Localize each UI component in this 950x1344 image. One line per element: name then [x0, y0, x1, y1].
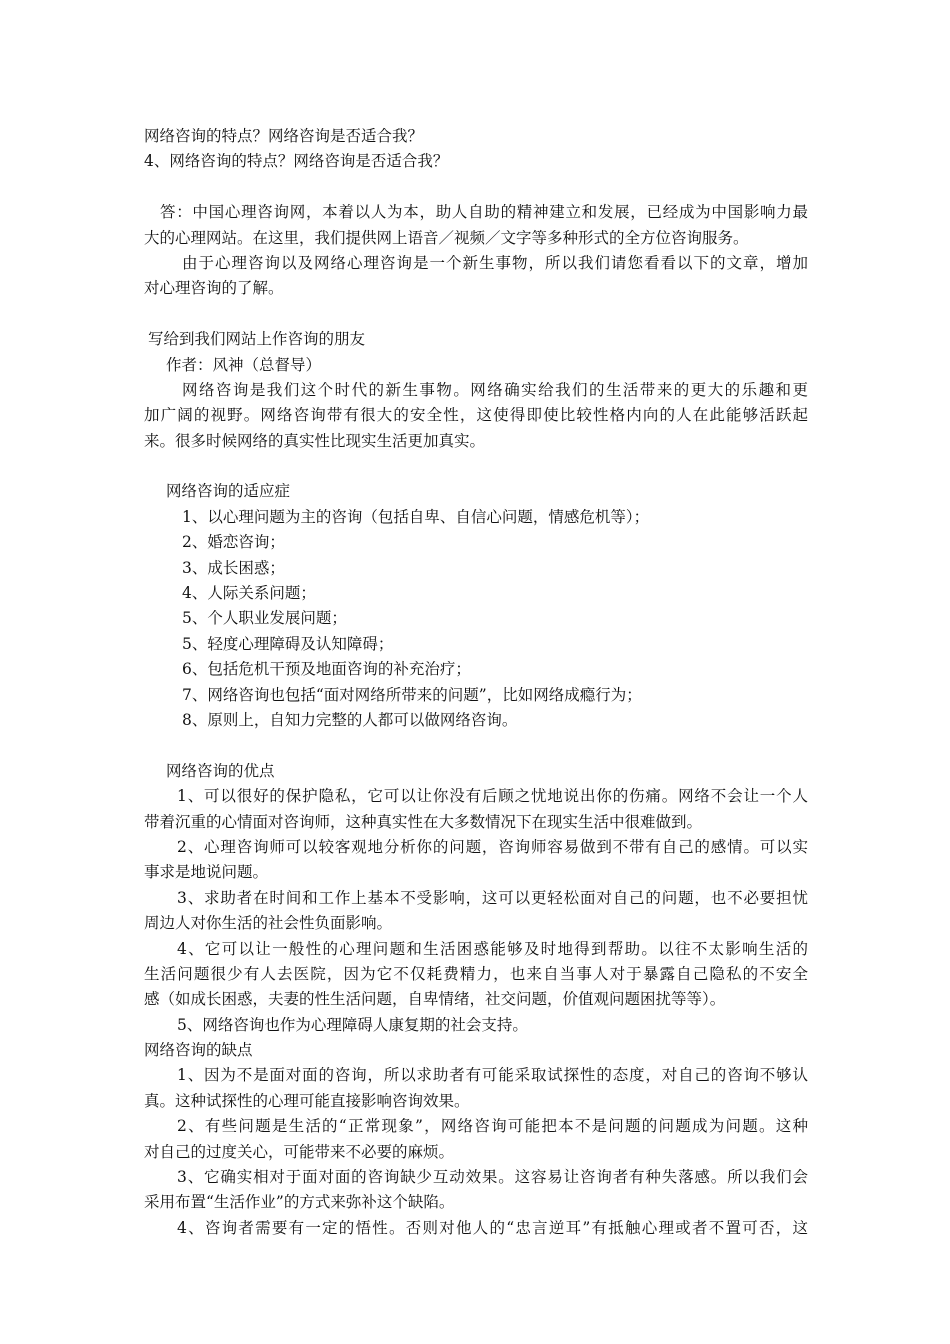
indication-item: 5、个人职业发展问题； [182, 609, 347, 628]
indication-item: 8、原则上，自知力完整的人都可以做网络咨询。 [182, 710, 518, 729]
indication-item: 1、以心理问题为主的咨询（包括自卑、自信心问题，情感危机等）； [182, 507, 650, 526]
disadvantages-line: 3、它确实相对于面对面的咨询缺少互动效果。这容易让咨询者有种失落感。所以我们会 [177, 1168, 808, 1187]
indication-item: 6、包括危机干预及地面咨询的补充治疗； [182, 660, 471, 679]
advantages-line: 生活问题很少有人去医院，因为它不仅耗费精力，也来自当事人对于暴露自己隐私的不安全 [144, 964, 808, 983]
article-paragraph-line: 加广阔的视野。网络咨询带有很大的安全性，这使得即使比较性格内向的人在此能够活跃起 [144, 406, 808, 425]
advantages-line: 2、心理咨询师可以较客观地分析你的问题，咨询师容易做到不带有自己的感情。可以实 [177, 837, 808, 856]
document-body [144, 124, 808, 1241]
advantages-line: 周边人对你生活的社会性负面影响。 [144, 914, 393, 933]
article-title: 写给到我们网站上作咨询的朋友 [148, 330, 366, 349]
disadvantages-line: 采用布置“生活作业”的方式来弥补这个缺陷。 [144, 1193, 455, 1212]
advantages-line: 带着沉重的心情面对咨询师，这种真实性在大多数情况下在现实生活中很难做到。 [144, 812, 703, 831]
indication-item: 4、人际关系问题； [182, 584, 316, 603]
advantages-line: 5、网络咨询也作为心理障碍人康复期的社会支持。 [177, 1015, 528, 1034]
advantages-title: 网络咨询的优点 [166, 761, 275, 780]
advantages-line: 3、求助者在时间和工作上基本不受影响，这可以更轻松面对自己的问题，也不必要担忧 [177, 888, 808, 907]
spacer [144, 302, 808, 327]
disadvantages-line: 真。这种试探性的心理可能直接影响咨询效果。 [144, 1091, 470, 1110]
advantages-line: 4、它可以让一般性的心理问题和生活困惑能够及时地得到帮助。以往不太影响生活的 [177, 939, 808, 958]
indications-title: 网络咨询的适应症 [166, 482, 291, 501]
spacer [144, 454, 808, 479]
heading-2: 4、网络咨询的特点？网络咨询是否适合我？ [144, 152, 449, 171]
disadvantages-line: 4、咨询者需要有一定的悟性。否则对他人的“忠言逆耳”有抵触心理或者不置可否，这 [177, 1218, 808, 1237]
disadvantages-line: 对自己的过度关心，可能带来不必要的麻烦。 [144, 1142, 455, 1161]
indication-item: 3、成长困惑； [182, 558, 285, 577]
spacer [144, 175, 808, 200]
disadvantages-line: 2、有些问题是生活的“正常现象”，网络咨询可能把本不是问题的问题成为问题。这种 [177, 1117, 808, 1136]
heading-1: 网络咨询的特点？网络咨询是否适合我？ [144, 127, 424, 145]
intro-line: 对心理咨询的了解。 [144, 279, 284, 298]
indication-item: 2、婚恋咨询； [182, 533, 285, 552]
spacer [144, 733, 808, 758]
article-author: 作者：风神（总督导） [166, 355, 322, 374]
intro-line: 答：中国心理咨询网，本着以人为本，助人自助的精神建立和发展，已经成为中国影响力最 [160, 203, 808, 222]
disadvantages-title: 网络咨询的缺点 [144, 1041, 253, 1060]
advantages-line: 1、可以很好的保护隐私，它可以让你没有后顾之忧地说出你的伤痛。网络不会让一个人 [177, 787, 808, 806]
disadvantages-line: 1、因为不是面对面的咨询，所以求助者有可能采取试探性的态度，对自己的咨询不够认 [177, 1066, 808, 1085]
indication-item: 7、网络咨询也包括“面对网络所带来的问题”，比如网络成瘾行为； [182, 685, 642, 704]
article-paragraph-line: 网络咨询是我们这个时代的新生事物。网络确实给我们的生活带来的更大的乐趣和更 [182, 380, 808, 399]
advantages-line: 感（如成长困惑，夫妻的性生活问题，自卑情绪，社交问题，价值观问题困扰等等）。 [144, 990, 726, 1009]
intro-line: 由于心理咨询以及网络心理咨询是一个新生事物，所以我们请您看看以下的文章，增加 [182, 253, 808, 272]
advantages-line: 事求是地说问题。 [144, 863, 269, 882]
intro-line: 大的心理网站。在这里，我们提供网上语音／视频／文字等多种形式的全方位咨询服务。 [144, 228, 749, 247]
indication-item: 5、轻度心理障碍及认知障碍； [182, 634, 394, 653]
article-paragraph-line: 来。很多时候网络的真实性比现实生活更加真实。 [144, 431, 486, 450]
